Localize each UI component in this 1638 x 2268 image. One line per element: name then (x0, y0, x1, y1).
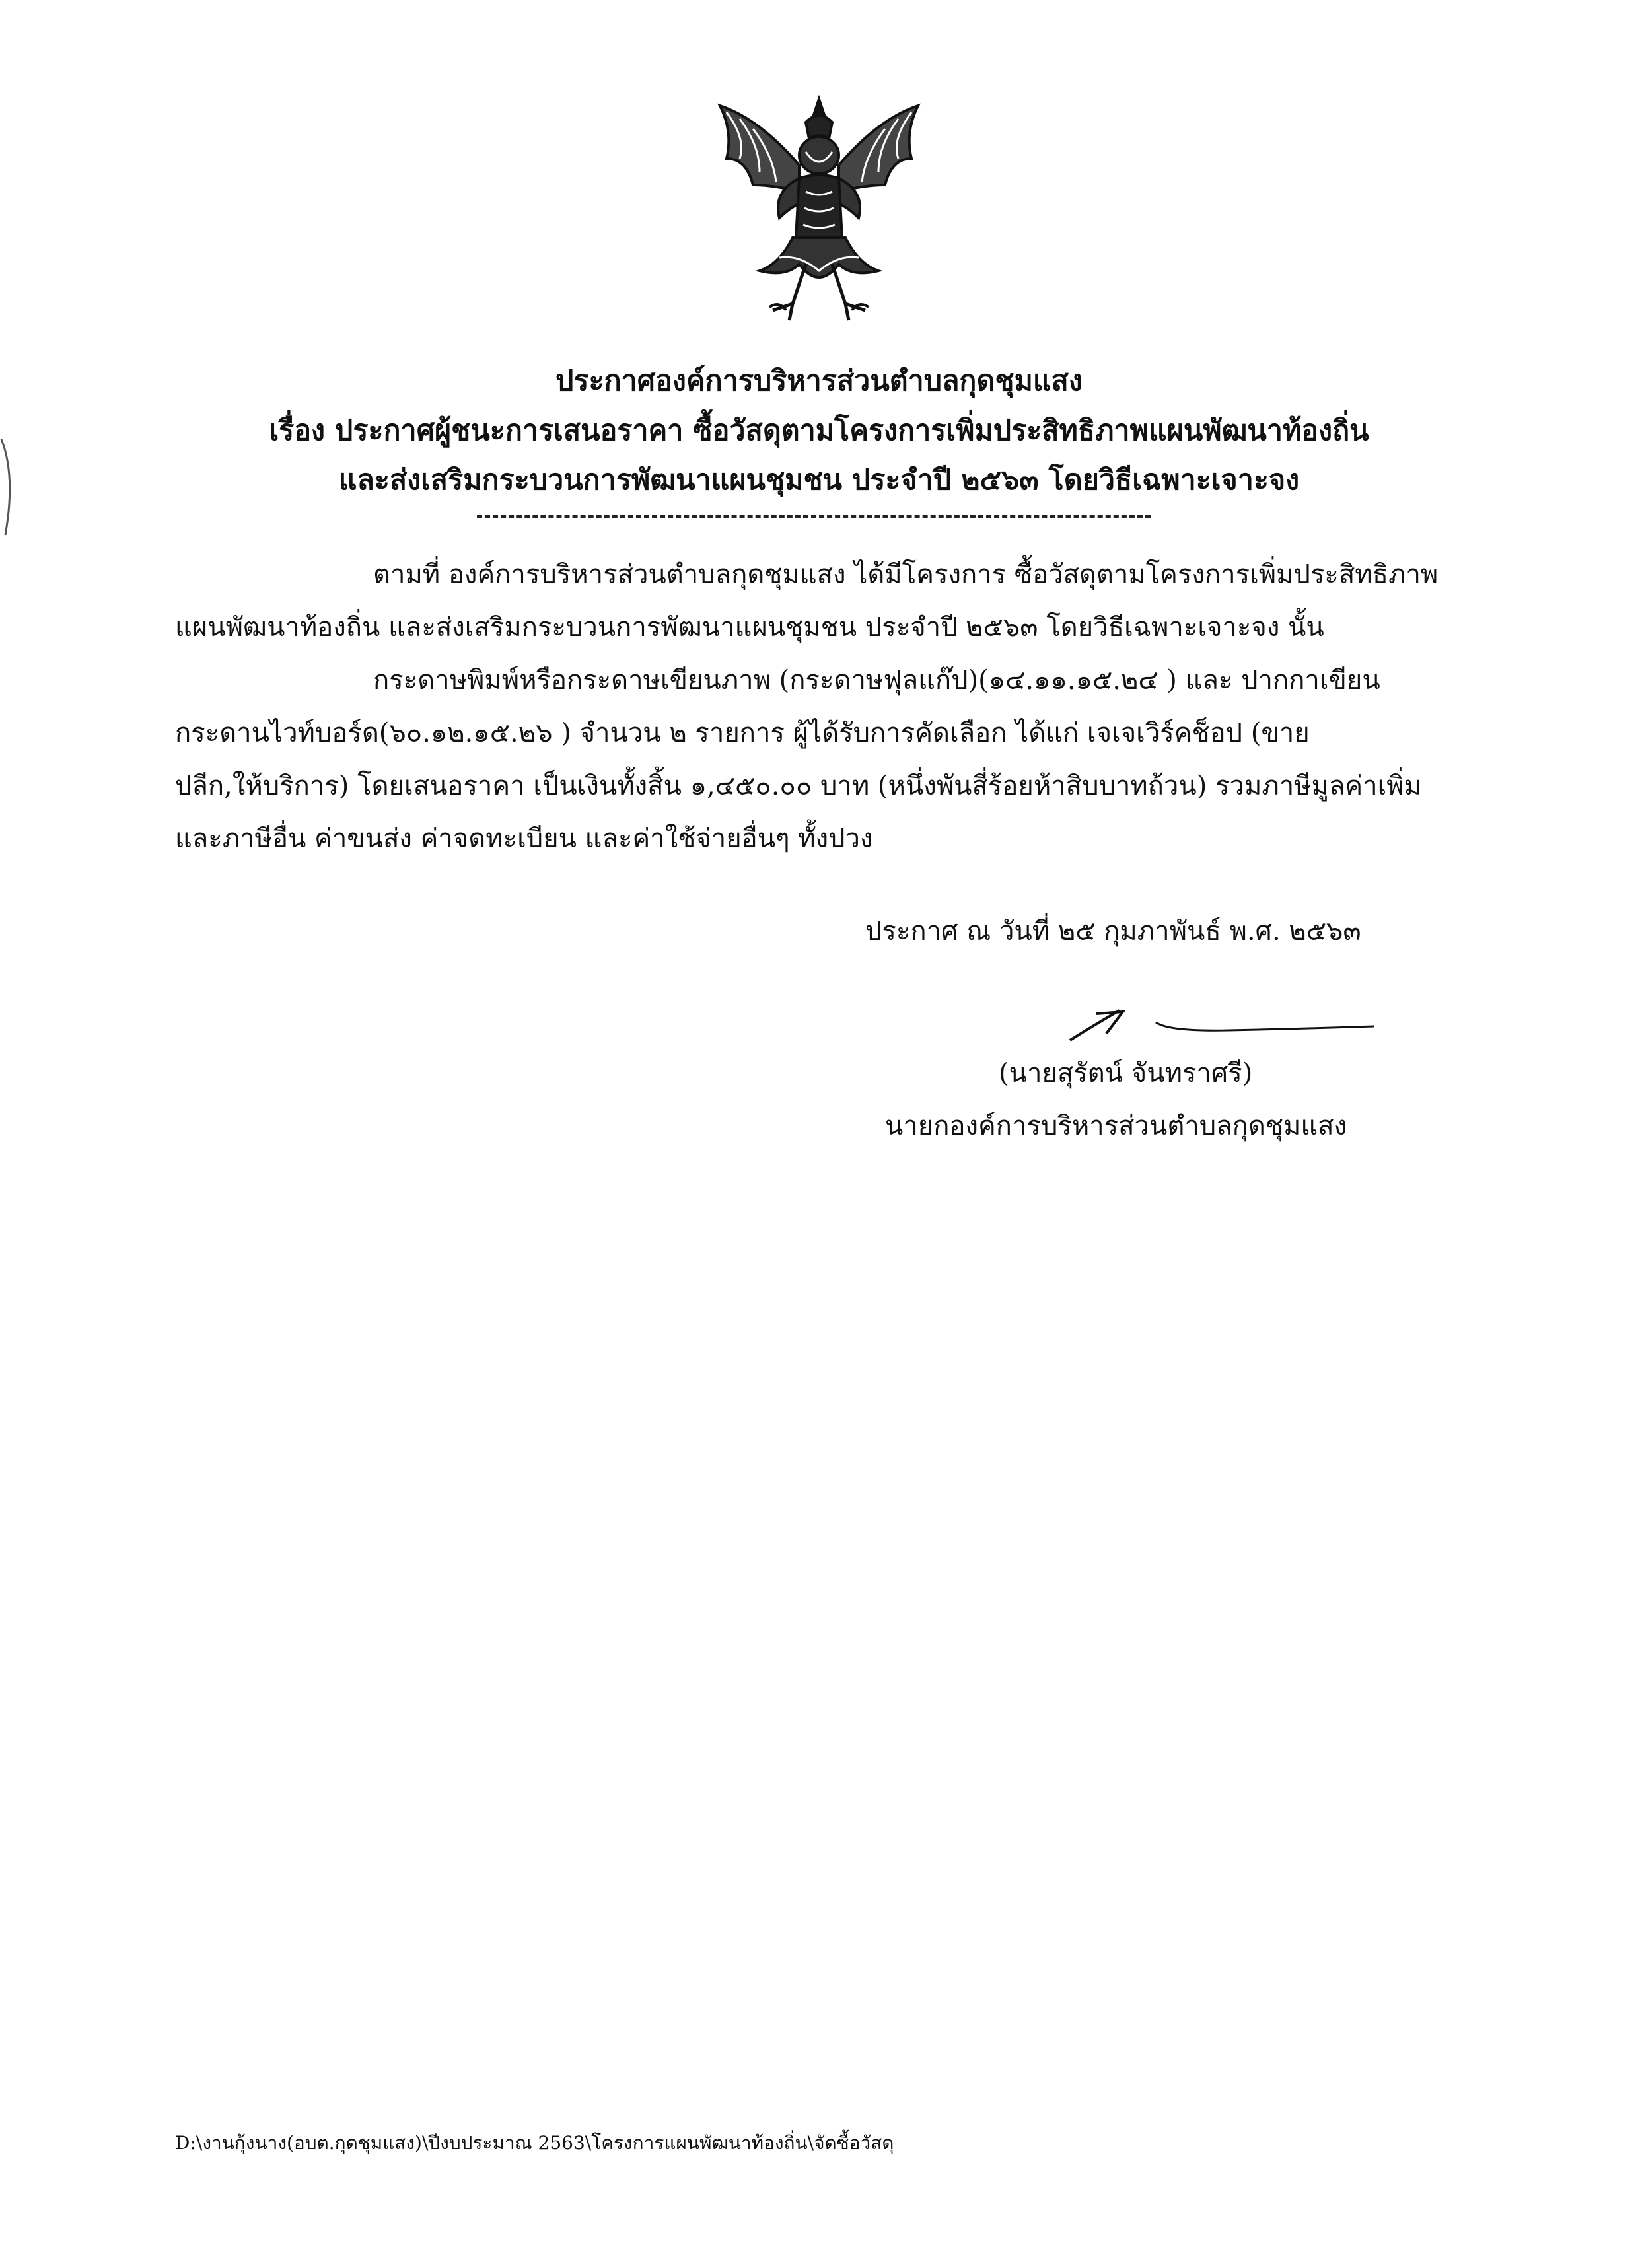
garuda-emblem-icon (707, 92, 931, 330)
signatory-title: นายกองค์การบริหารส่วนตำบลกุดชุมแสง (885, 1111, 1347, 1141)
announcement-date: ประกาศ ณ วันที่ ๒๕ กุมภาพันธ์ พ.ศ. ๒๕๖๓ (865, 916, 1361, 946)
announcement-title: ประกาศองค์การบริหารส่วนตำบลกุดชุมแสง (555, 365, 1083, 398)
body-line-3: กระดาษพิมพ์หรือกระดาษเขียนภาพ (กระดาษฟุลแก๊ป)(๑๔.๑๑.๑๕.๒๔ ) และ ปากกาเขียน (373, 665, 1380, 695)
file-path-footer: D:\งานกุ้งนาง(อบต.กุดชุมแสง)\ปีงบประมาณ 2563\โครงการแผนพัฒนาท้องถิ่น\จัดซื้อวัสดุ (175, 2132, 894, 2154)
announcement-subject: เรื่อง ประกาศผู้ชนะการเสนอราคา ซื้อวัสดุตามโครงการเพิ่มประสิทธิภาพแผนพัฒนาท้องถิ่น (269, 414, 1369, 447)
body-line-6: และภาษีอื่น ค่าขนส่ง ค่าจดทะเบียน และค่าใช้จ่ายอื่นๆ ทั้งปวง (175, 824, 873, 854)
body-line-4: กระดานไวท์บอร์ด(๖๐.๑๒.๑๕.๒๖ ) จำนวน ๒ รายการ ผู้ได้รับการคัดเลือก ได้แก่ เจเจเวิร์คช็อป (ขาย (175, 718, 1310, 748)
signatory-name: (นายสุรัตน์ จันทราศรี) (999, 1058, 1253, 1088)
dashed-divider (477, 515, 1151, 518)
announcement-subject-cont: และส่งเสริมกระบวนการพัฒนาแผนชุมชน ประจำปี ๒๕๖๓ โดยวิธีเฉพาะเจาะจง (338, 464, 1300, 497)
handwritten-signature (1057, 997, 1387, 1050)
body-line-1: ตามที่ องค์การบริหารส่วนตำบลกุดชุมแสง ได้มีโครงการ ซื้อวัสดุตามโครงการเพิ่มประสิทธิภาพ (373, 559, 1439, 590)
body-line-5: ปลีก,ให้บริการ) โดยเสนอราคา เป็นเงินทั้งสิ้น ๑,๔๕๐.๐๐ บาท (หนึ่งพันสี่ร้อยห้าสิบบาทถ้วน) รวมภาษีมูลค่าเพิ่ม (175, 771, 1422, 801)
body-line-2: แผนพัฒนาท้องถิ่น และส่งเสริมกระบวนการพัฒนาแผนชุมชน ประจำปี ๒๕๖๓ โดยวิธีเฉพาะเจาะจง นั้น (175, 612, 1324, 643)
